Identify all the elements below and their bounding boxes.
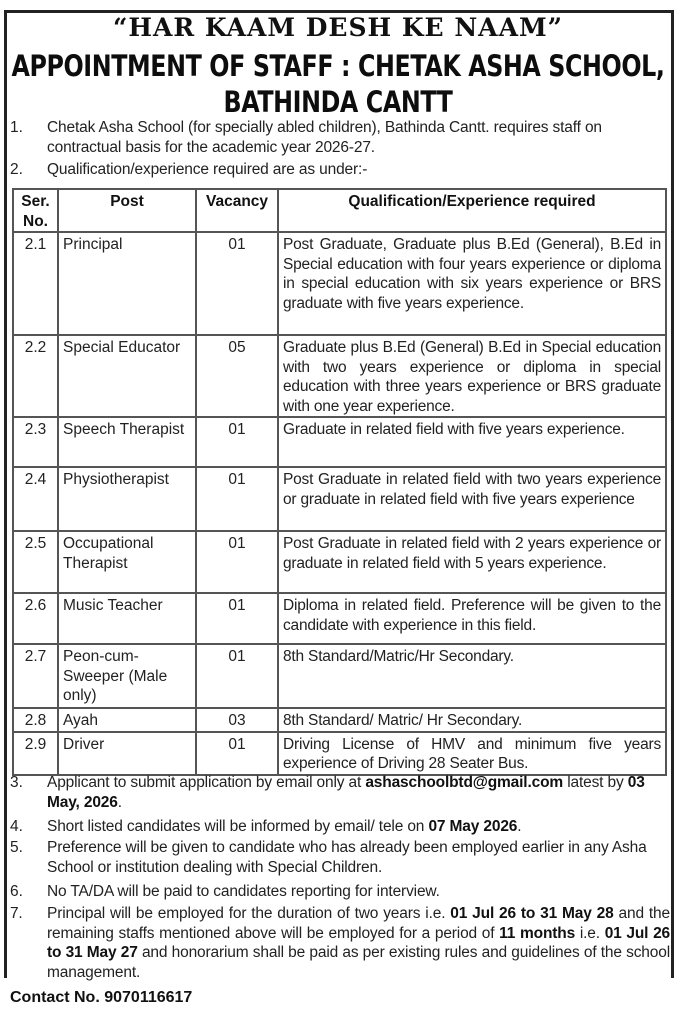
cell-qualification: Post Graduate, Graduate plus B.Ed (General), B.Ed in Special education with four years experience or diploma in special education with six years experience or BRS graduate with five years experience.: [278, 232, 666, 335]
item-number: 4.: [10, 818, 23, 835]
intro-item-2: [10, 160, 670, 180]
item-number: 2.: [10, 161, 23, 178]
cell-post: Principal: [58, 232, 196, 335]
cell-qualification: Diploma in related field. Preference will be given to the candidate with experience in this field.: [278, 593, 666, 644]
cell-ser: 2.9: [13, 732, 58, 775]
cell-vacancy: 01: [196, 593, 278, 644]
cell-vacancy: 03: [196, 708, 278, 732]
note-text: Short listed candidates will be informed by email/ tele on: [47, 818, 429, 835]
cell-vacancy: 01: [196, 467, 278, 531]
cell-ser: 2.3: [13, 417, 58, 467]
table-row: [13, 335, 666, 417]
cell-qualification: Driving License of HMV and minimum five years experience of Driving 28 Seater Bus.: [278, 732, 666, 775]
cell-qualification: Graduate plus B.Ed (General) B.Ed in Special education with two years experience or diploma in special education with three years experience or BRS graduate with one year experience.: [278, 335, 666, 417]
item-number: 5.: [10, 839, 23, 856]
note-text: i.e.: [575, 924, 605, 942]
item-number: 6.: [10, 883, 23, 900]
item-text: [47, 773, 670, 812]
cell-post: Occupational Therapist: [58, 531, 196, 593]
cell-ser: 2.5: [13, 531, 58, 593]
item-text: No TA/DA will be paid to candidates reporting for interview.: [47, 883, 440, 900]
table-row: [13, 732, 666, 775]
table-row: [13, 417, 666, 467]
cell-qualification: Post Graduate in related field with 2 years experience or graduate in related field with 5 years experience.: [278, 531, 666, 593]
intro-item-1: [10, 118, 670, 157]
cell-ser: 2.8: [13, 708, 58, 732]
cell-ser: 2.1: [13, 232, 58, 335]
cell-vacancy: 05: [196, 335, 278, 417]
cell-post: Speech Therapist: [58, 417, 196, 467]
item-text: Qualification/experience required are as under:-: [47, 161, 368, 178]
contact-number: Contact No. 9070116617: [10, 989, 193, 1006]
cell-post: Music Teacher: [58, 593, 196, 644]
note-text: and honorarium shall be paid as per existing rules and guidelines of the school management.: [47, 944, 670, 981]
note-6: [10, 882, 670, 902]
table-row: [13, 467, 666, 531]
email-link[interactable]: ashaschoolbtd@gmail.com: [365, 774, 564, 791]
note-text: latest by: [563, 774, 628, 791]
table-header-row: [13, 189, 666, 232]
item-number: 3.: [10, 774, 23, 791]
notice-subtitle: BATHINDA CANTT: [223, 85, 453, 119]
cell-ser: 2.4: [13, 467, 58, 531]
cell-post: Peon-cum-Sweeper (Male only): [58, 644, 196, 708]
item-text: Chetak Asha School (for specially abled children), Bathinda Cantt. requires staff on contractual basis for the academic year 2026-27.: [47, 119, 602, 156]
staff-period: 01 Jul 26 to 31 May 27: [47, 924, 671, 961]
staff-table: [12, 188, 667, 776]
staff-duration: 11 months: [499, 924, 576, 942]
item-number: 1.: [10, 119, 23, 136]
note-text: and the remaining staffs mentioned above will be employed for a period of: [47, 905, 670, 942]
cell-qualification: 8th Standard/Matric/Hr Secondary.: [278, 644, 666, 708]
header-qualification: Qualification/Experience required: [278, 189, 666, 232]
header-ser-no: Ser. No.: [13, 189, 58, 232]
header-vacancy: Vacancy: [196, 189, 278, 232]
note-text: .: [517, 818, 522, 835]
cell-ser: 2.2: [13, 335, 58, 417]
note-3: [10, 773, 670, 812]
cell-vacancy: 01: [196, 232, 278, 335]
table-row: [13, 644, 666, 708]
cell-qualification: Post Graduate in related field with two years experience or graduate in related field with five years experience: [278, 467, 666, 531]
note-text: .: [117, 793, 122, 811]
note-text: Principal will be employed for the duration of two years i.e.: [47, 905, 451, 922]
cell-ser: 2.7: [13, 644, 58, 708]
table-row: [13, 708, 666, 732]
cell-vacancy: 01: [196, 644, 278, 708]
cell-vacancy: 01: [196, 417, 278, 467]
cell-post: Ayah: [58, 708, 196, 732]
item-number: 7.: [10, 905, 23, 922]
cell-post: Driver: [58, 732, 196, 775]
item-text: [47, 817, 670, 837]
table-row: [13, 531, 666, 593]
cell-qualification: 8th Standard/ Matric/ Hr Secondary.: [278, 708, 666, 732]
cell-ser: 2.6: [13, 593, 58, 644]
cell-qualification: Graduate in related field with five years experience.: [278, 417, 666, 467]
note-4: [10, 817, 670, 837]
note-5: [10, 838, 670, 877]
principal-period: 01 Jul 26 to 31 May 28: [450, 905, 614, 922]
note-7: [10, 904, 670, 982]
note-text: Applicant to submit application by email only at: [47, 774, 366, 791]
cell-post: Special Educator: [58, 335, 196, 417]
table-row: [13, 593, 666, 644]
table-row: [13, 232, 666, 335]
item-text: [47, 904, 670, 982]
item-text: Preference will be given to candidate who has already been employed earlier in any Asha School or institution dealing with Special Children.: [47, 839, 647, 876]
intimation-date: 07 May 2026: [428, 818, 518, 835]
slogan: “HAR KAAM DESH KE NAAM”: [112, 13, 564, 42]
cell-vacancy: 01: [196, 531, 278, 593]
notice-title: APPOINTMENT OF STAFF : CHETAK ASHA SCHOOL,: [11, 49, 665, 83]
header-post: Post: [58, 189, 196, 232]
cell-vacancy: 01: [196, 732, 278, 775]
deadline-date: 03 May, 2026: [47, 774, 645, 811]
cell-post: Physiotherapist: [58, 467, 196, 531]
